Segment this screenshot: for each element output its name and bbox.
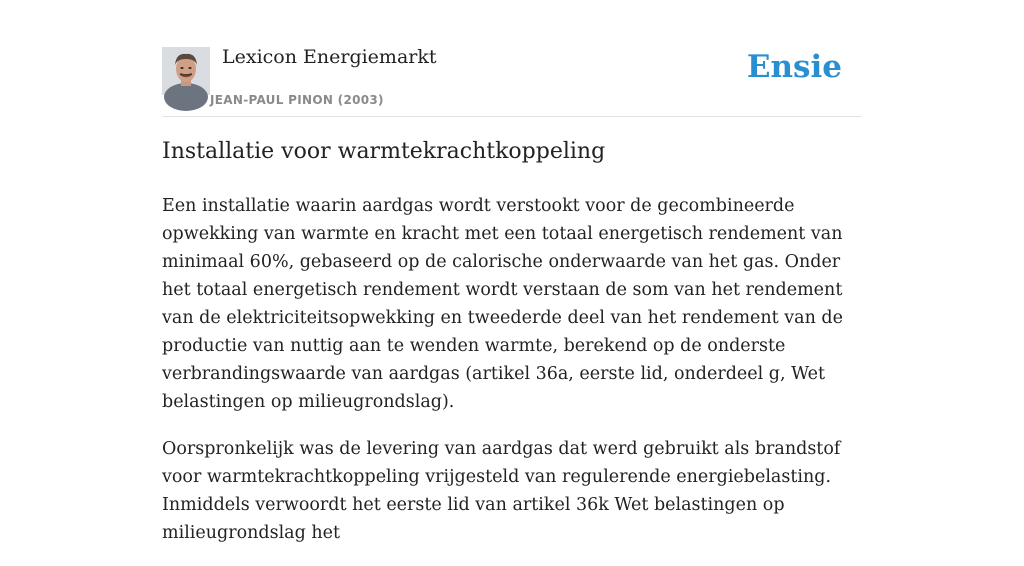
term-definition (162, 192, 862, 566)
author-name[interactable]: JEAN-PAUL PINON (2003) (210, 93, 384, 107)
term-title: Installatie voor warmtekrachtkoppeling (162, 139, 606, 164)
author-avatar[interactable] (162, 47, 210, 95)
author-portrait-icon (162, 47, 210, 95)
header (162, 0, 862, 117)
definition-paragraph: Oorspronkelijk was de levering van aardgas dat werd gebruikt als brandstof voor warmtekrachtkoppeling vrijgesteld van regulerende energiebelasting. Inmiddels verwoordt het eerste lid van artikel 36k Wet belastingen op milieugrondslag het (162, 439, 841, 543)
definition-paragraph: Een installatie waarin aardgas wordt verstookt voor de gecombineerde opwekking van warmte en kracht met een totaal energetisch rendement van minimaal 60%, gebaseerd op de calorische onderwaarde van het gas. Onder het totaal energetisch rendement wordt verstaan de som van het rendement van de elektriciteitsopwekking en tweederde deel van het rendement van de productie van nuttig aan te wenden warmte, berekend op de onderste verbrandingswaarde van aardgas (artikel 36a, eerste lid, onderdeel g, Wet belastingen op milieugrondslag). (162, 196, 843, 412)
lexicon-title[interactable]: Lexicon Energiemarkt (222, 46, 437, 68)
brand-logo[interactable]: Ensie (746, 49, 842, 85)
